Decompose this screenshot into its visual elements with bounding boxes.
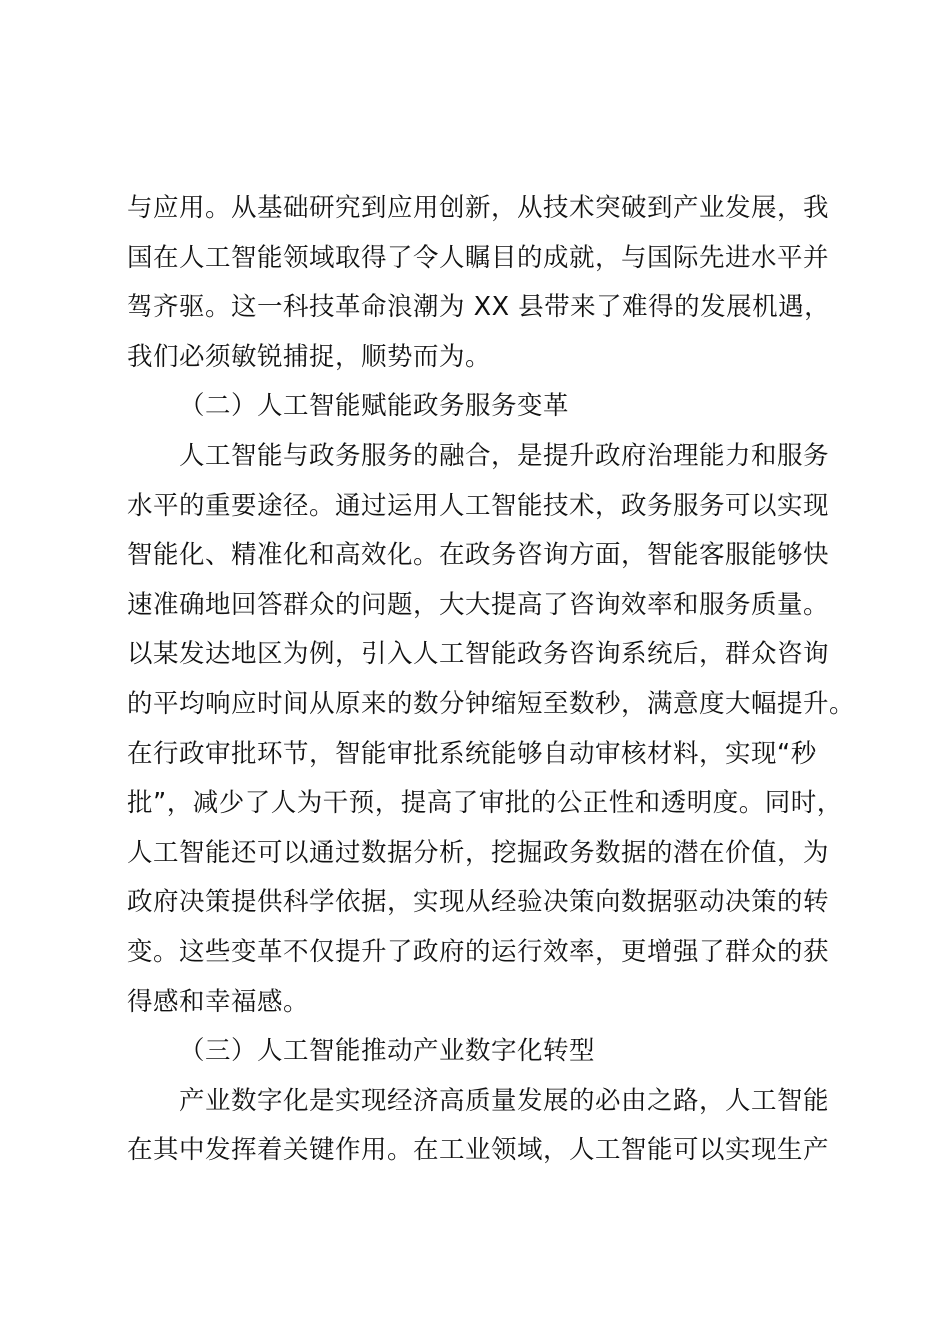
paragraph-line: 与应用。从基础研究到应用创新，从技术突破到产业发展，我 bbox=[127, 193, 830, 223]
paragraph-line: 产业数字化是实现经济高质量发展的必由之路，人工智能 bbox=[179, 1085, 830, 1116]
section-heading: （二）人工智能赋能政务服务变革 bbox=[179, 391, 570, 422]
paragraph-line: 政府决策提供科学依据，实现从经验决策向数据驱动决策的转 bbox=[127, 887, 830, 918]
paragraph-line: 的平均响应时间从原来的数分钟缩短至数秒，满意度大幅提升。 bbox=[127, 688, 856, 719]
paragraph-line: 批”，减少了人为干预，提高了审批的公正性和透明度。同时， bbox=[127, 788, 843, 819]
paragraph-line: 速准确地回答群众的问题，大大提高了咨询效率和服务质量。 bbox=[127, 589, 830, 620]
paragraph-line: 人工智能还可以通过数据分析，挖掘政务数据的潜在价值，为 bbox=[127, 837, 830, 868]
paragraph-line: 在其中发挥着关键作用。在工业领域，人工智能可以实现生产 bbox=[127, 1135, 830, 1166]
section-heading: （三）人工智能推动产业数字化转型 bbox=[179, 1036, 596, 1067]
paragraph-line: 以某发达地区为例，引入人工智能政务咨询系统后，群众咨询 bbox=[127, 639, 830, 670]
paragraph-line: 变。这些变革不仅提升了政府的运行效率，更增强了群众的获 bbox=[127, 936, 830, 967]
paragraph-line: 在行政审批环节，智能审批系统能够自动审核材料，实现“秒 bbox=[127, 738, 817, 769]
paragraph-line: 得感和幸福感。 bbox=[127, 986, 310, 1017]
paragraph-line: 国在人工智能领域取得了令人瞩目的成就，与国际先进水平并 bbox=[127, 242, 830, 273]
document-body bbox=[127, 184, 856, 1176]
paragraph-line: 智能化、精准化和高效化。在政务咨询方面，智能客服能够快 bbox=[127, 540, 830, 571]
paragraph-line: 驾齐驱。这一科技革命浪潮为 XX 县带来了难得的发展机遇， bbox=[127, 292, 831, 323]
paragraph-line: 人工智能与政务服务的融合，是提升政府治理能力和服务 bbox=[179, 440, 830, 471]
paragraph-line: 我们必须敏锐捕捉，顺势而为。 bbox=[127, 341, 492, 372]
paragraph-line: 水平的重要途径。通过运用人工智能技术，政务服务可以实现 bbox=[127, 490, 830, 521]
